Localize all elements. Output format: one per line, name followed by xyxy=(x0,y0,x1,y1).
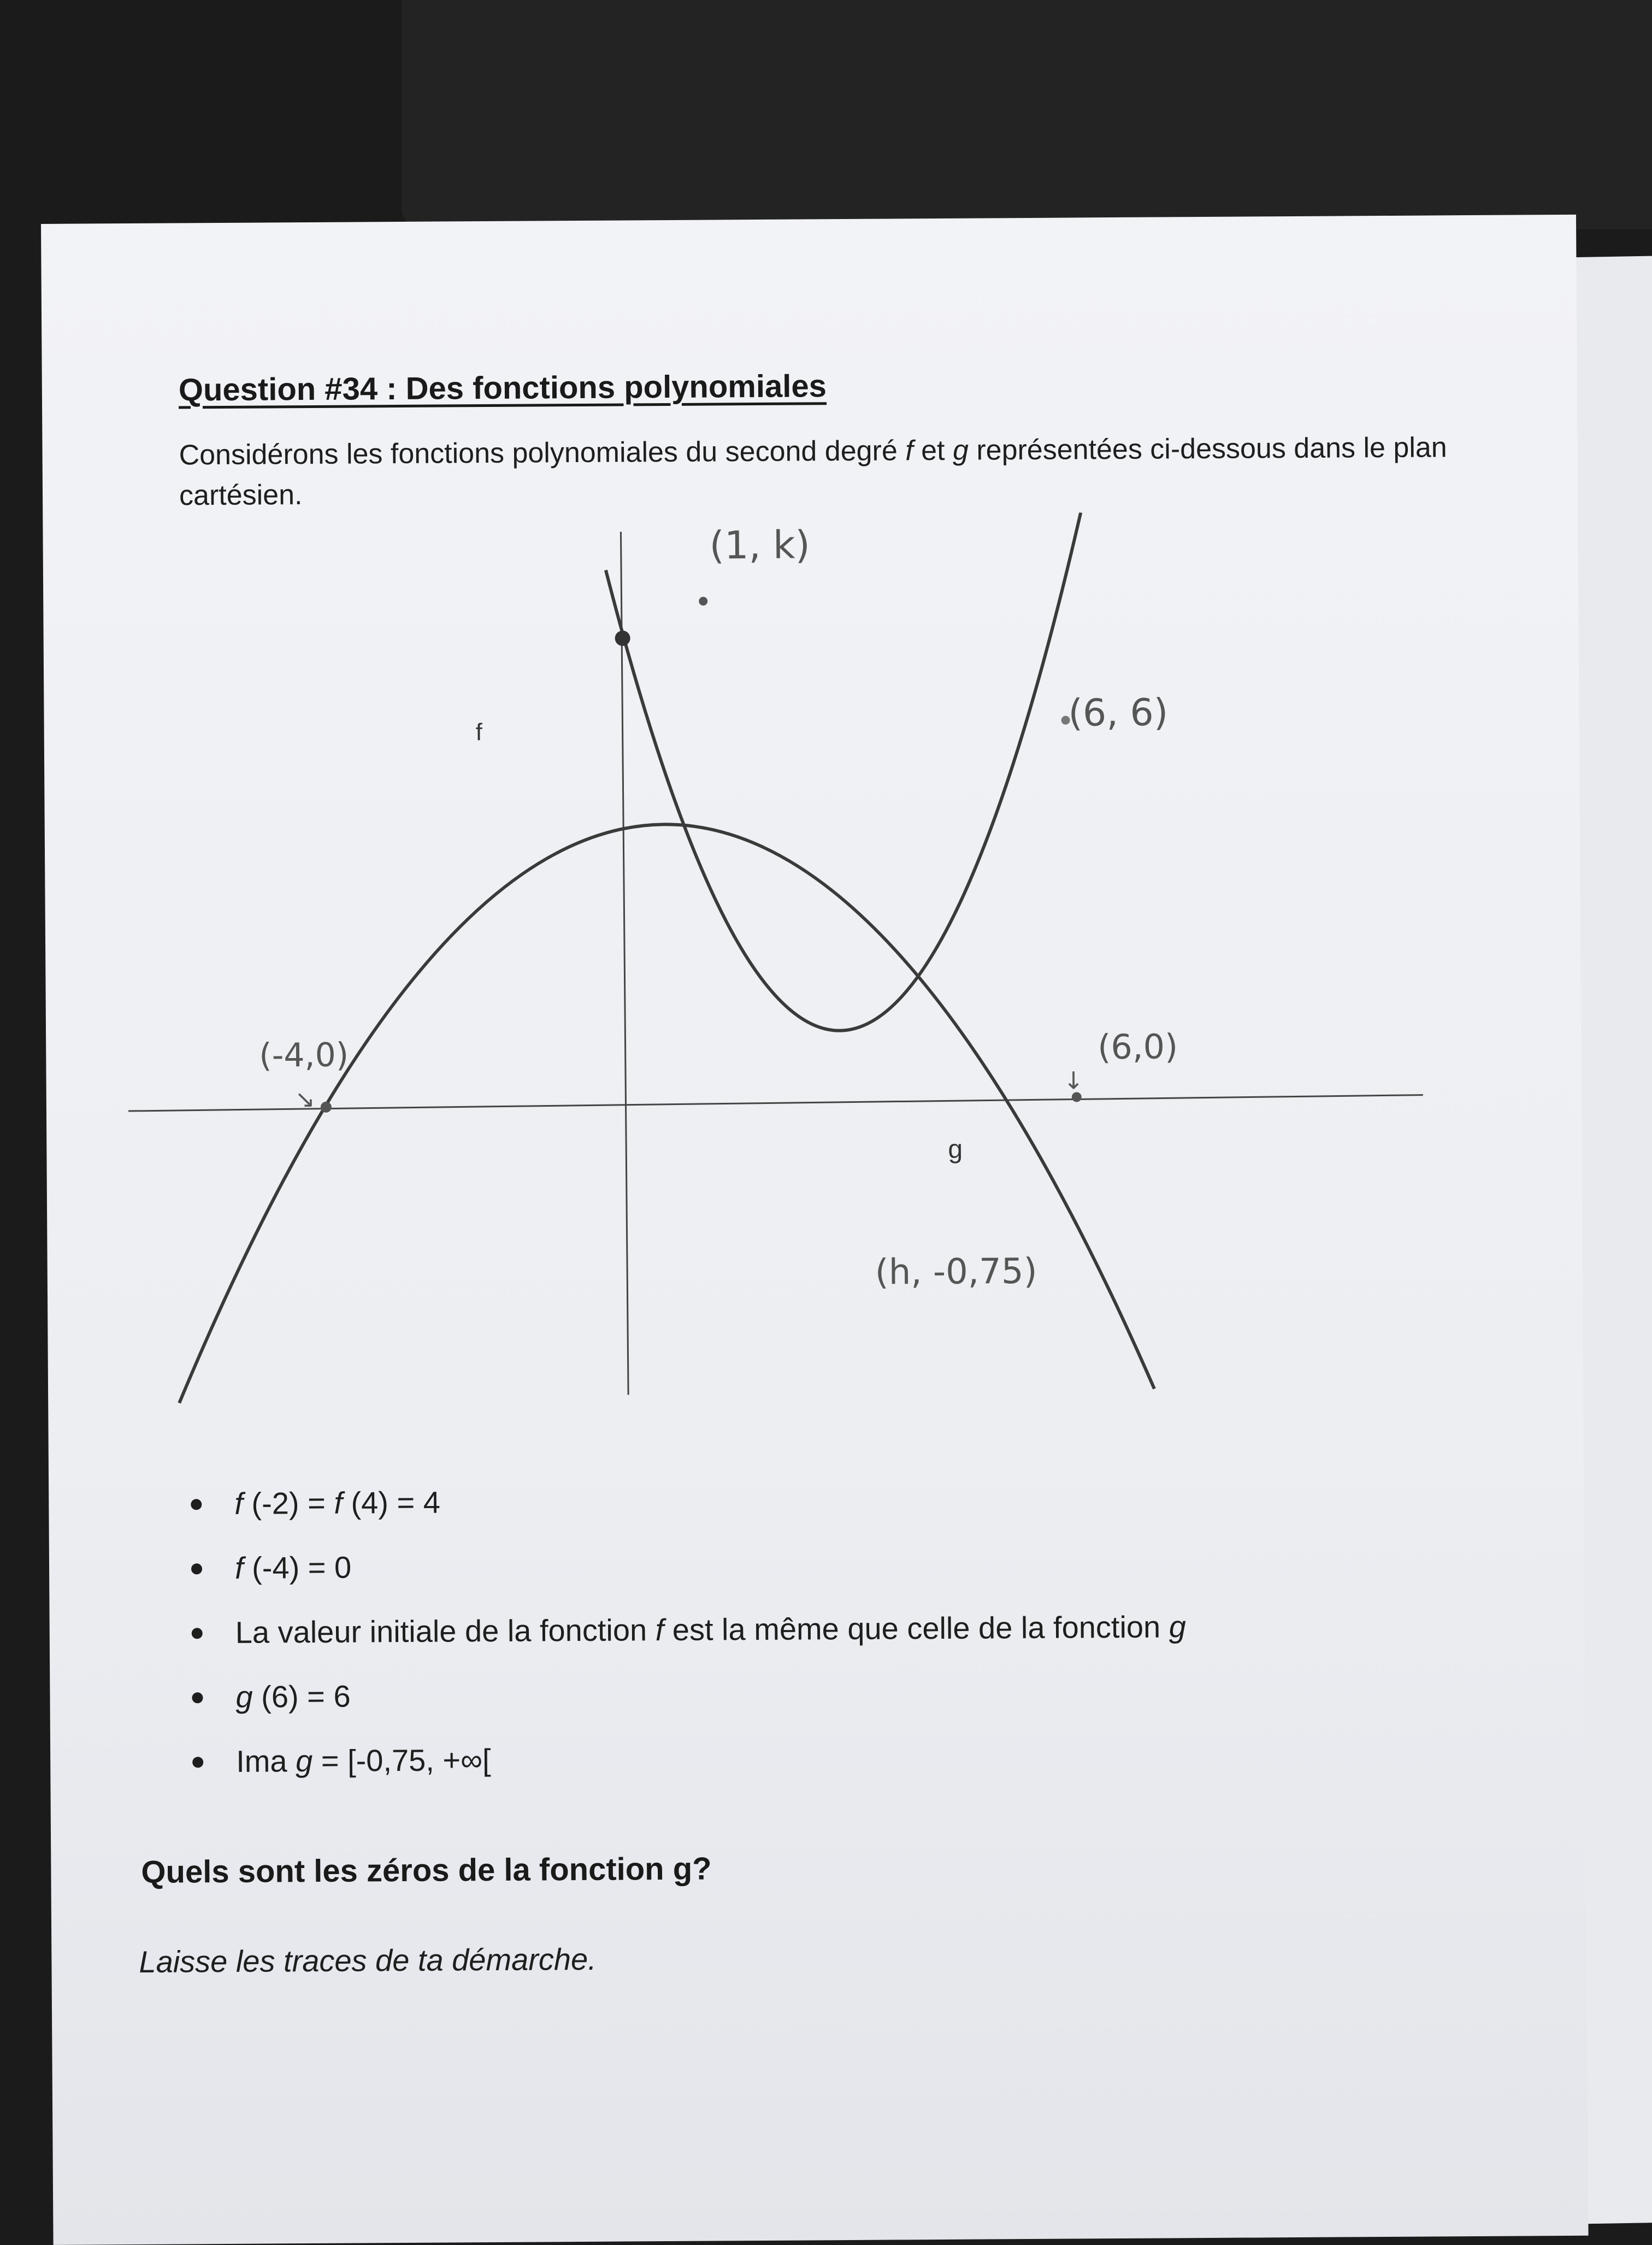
fact-part: (4) = 4 xyxy=(342,1485,441,1520)
fact-part: f xyxy=(334,1485,343,1520)
annotation-zero-f-right: (6,0) xyxy=(1098,1026,1178,1067)
fact-item xyxy=(192,1672,1187,1742)
arrow-zero-f-right: ↓ xyxy=(1063,1067,1084,1095)
question-title: Question #34 : Des fonctions polynomiales xyxy=(178,368,827,408)
fact-part: f xyxy=(234,1486,244,1521)
curve-f xyxy=(176,822,1154,1403)
worksheet-page xyxy=(41,215,1589,2245)
fact-part: f xyxy=(234,1550,244,1585)
fact-part: (6) = 6 xyxy=(252,1679,351,1714)
fact-part: (-4) = 0 xyxy=(243,1550,352,1585)
fact-part: g xyxy=(235,1679,253,1714)
fact-part: La valeur initiale de la fonction xyxy=(235,1612,656,1650)
intro-text-3: représentées ci-dessous dans le plan cartésien. xyxy=(179,432,1447,512)
intro-f: f xyxy=(905,435,913,467)
vertex-f-point xyxy=(699,597,707,606)
annotation-zero-f-left: (-4,0) xyxy=(259,1036,349,1075)
intro-text-2: et xyxy=(921,434,945,467)
curve-g xyxy=(605,512,1084,1032)
annotation-vertex-f: (1, k) xyxy=(709,522,811,568)
curve-g-label: g xyxy=(948,1135,963,1164)
fact-part: est la même que celle de la fonction xyxy=(664,1609,1169,1647)
intro-g: g xyxy=(952,434,969,466)
instruction-text: Laisse les traces de ta démarche. xyxy=(139,1941,597,1979)
fact-part: (-2) = xyxy=(243,1485,334,1521)
cartesian-graph xyxy=(125,510,1468,1436)
fact-item xyxy=(192,1736,1187,1807)
fact-item xyxy=(191,1543,1186,1614)
question-prompt: Quels sont les zéros de la fonction g? xyxy=(141,1851,712,1890)
annotation-vertex-g: (h, -0,75) xyxy=(875,1251,1037,1293)
y-intercept-point xyxy=(615,630,630,646)
annotation-point-g: (6, 6) xyxy=(1068,691,1169,735)
fact-part: g xyxy=(1169,1609,1187,1644)
arrow-zero-f-left: ↘ xyxy=(294,1085,315,1114)
y-axis xyxy=(621,532,628,1395)
facts-list xyxy=(191,1479,1187,1807)
fact-item xyxy=(192,1608,1187,1678)
fact-part: = [-0,75, +∞[ xyxy=(312,1742,491,1779)
intro-text-1: Considérons les fonctions polynomiales du second degré xyxy=(179,435,898,471)
fact-part: Ima xyxy=(236,1744,296,1779)
fact-item xyxy=(191,1479,1185,1549)
desk-pad xyxy=(402,0,1652,229)
fact-part: g xyxy=(295,1744,313,1779)
fact-part: f xyxy=(655,1612,664,1647)
curve-f-label: f xyxy=(475,719,483,746)
zero-f-left-point xyxy=(321,1102,332,1113)
question-intro xyxy=(179,427,1556,516)
